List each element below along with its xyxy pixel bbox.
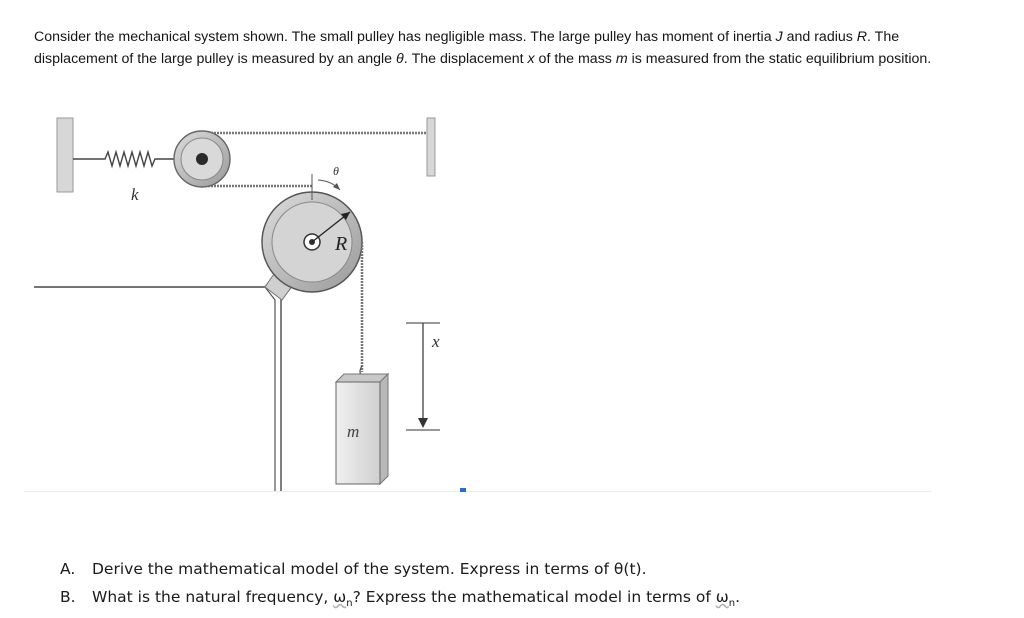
- omega-n-symbol: $\omega_n$: [333, 588, 353, 610]
- problem-text-5: of the mass: [534, 50, 616, 67]
- section-divider: [24, 491, 932, 492]
- label-x: x: [432, 332, 440, 351]
- problem-text-2: and radius: [786, 29, 857, 45]
- x-arrowhead: [418, 418, 428, 428]
- omega-n-symbol-2: $\omega_n$: [715, 588, 736, 610]
- question-a-text: Derive the mathematical model of the system. Express in terms of θ(t).: [92, 560, 647, 578]
- question-a-letter: A.: [60, 560, 76, 578]
- question-b-end: .: [735, 588, 741, 606]
- problem-statement: [34, 27, 934, 70]
- label-k: k: [131, 185, 139, 204]
- theta-arrowhead: [333, 183, 340, 190]
- left-wall: [57, 118, 73, 192]
- problem-text-3: . The displacement of the large pulley is measured by an angle: [34, 29, 900, 67]
- problem-text-6: is measured from the static equilibrium position.: [627, 50, 932, 67]
- problem-text-4: . The displacement: [403, 50, 528, 67]
- question-b-text-2: ? Express the mathematical model in terms of: [352, 588, 716, 606]
- question-b-text: [92, 583, 740, 618]
- symbol-x: x: [527, 50, 535, 67]
- small-pulley: [174, 131, 230, 187]
- symbol-m: m: [615, 50, 628, 67]
- question-a: [60, 555, 740, 583]
- symbol-J: J: [775, 29, 783, 45]
- right-wall: [427, 118, 435, 176]
- label-theta: θ: [333, 164, 339, 178]
- symbol-theta: θ: [396, 50, 404, 67]
- problem-text-1: Consider the mechanical system shown. The small pulley has negligible mass. The large pulley has moment of inertia: [34, 29, 776, 45]
- symbol-R: R: [856, 29, 868, 45]
- question-b-letter: B.: [60, 588, 76, 606]
- label-m: m: [347, 422, 360, 441]
- mechanical-system-diagram: [0, 100, 1024, 510]
- support-frame-inner: [34, 287, 275, 492]
- question-b-text-1: What is the natural frequency,: [92, 588, 334, 606]
- question-list: [60, 555, 740, 618]
- cursor-marker: [460, 488, 466, 492]
- mass-block: [336, 374, 388, 484]
- label-R: R: [335, 233, 348, 255]
- question-b: [60, 583, 740, 618]
